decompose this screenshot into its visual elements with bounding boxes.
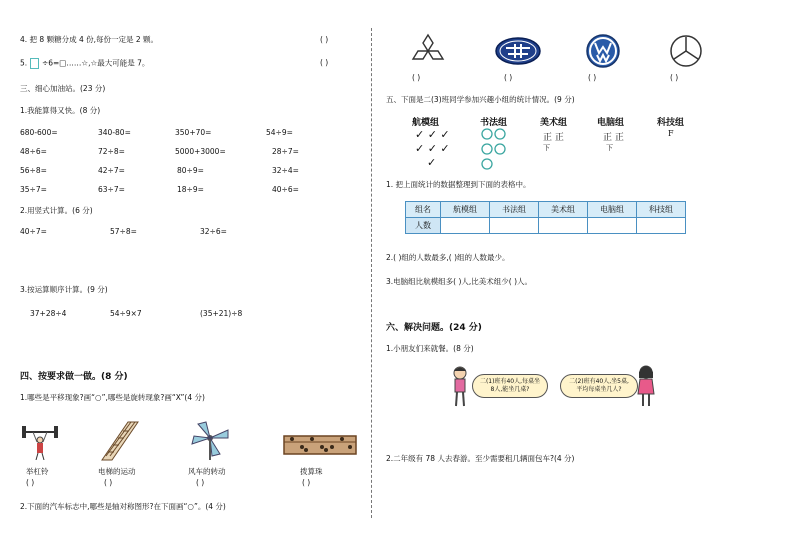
calc-item[interactable]: 340-80= — [98, 128, 131, 137]
pic-label: 拨算珠 — [300, 467, 323, 476]
group-name-science: 科技组 — [657, 118, 685, 128]
calligraphy-tally-circles — [480, 128, 510, 172]
calc-item[interactable]: 32÷4= — [272, 166, 299, 175]
section-5-title: 五、下面是二(3)班同学参加兴趣小组的统计情况。(9 分) — [386, 95, 575, 104]
calc-item[interactable]: 42÷7= — [98, 166, 125, 175]
q5-answer-paren[interactable]: ( ) — [320, 58, 329, 67]
section-3-q2: 2.用竖式计算。(6 分) — [20, 206, 93, 215]
logo-answer-paren[interactable]: ( ) — [504, 73, 513, 82]
section-6-title: 六、解决问题。(24 分) — [386, 323, 482, 333]
calc-item[interactable]: 28÷7= — [272, 147, 299, 156]
vertical-calc-item[interactable]: 57÷8= — [110, 227, 137, 236]
q4-answer-paren[interactable]: ( ) — [320, 35, 329, 44]
section-4-q2: 2.下面的汽车标志中,哪些是轴对称图形?在下面画“○”。(4 分) — [20, 502, 226, 511]
calc-item[interactable]: 18÷9= — [177, 185, 204, 194]
q4-text: 4. 把 8 颗糖分成 4 份,每份一定是 2 颗。 — [20, 35, 159, 44]
computer-tally-partial: 下 — [606, 144, 613, 152]
windmill-icon — [188, 420, 234, 460]
table-header-cell: 科技组 — [637, 202, 686, 218]
boy-figure-icon — [448, 366, 472, 408]
q5-prefix: 5. — [20, 58, 28, 68]
calc-item[interactable]: 350+70= — [175, 128, 212, 137]
table-answer-cell[interactable] — [588, 218, 637, 234]
calc-item[interactable]: 63÷7= — [98, 185, 125, 194]
q5-text — [20, 58, 149, 69]
table-header-cell: 航模组 — [441, 202, 490, 218]
section-4-q1: 1.哪些是平移现象?画“○”,哪些是旋转现象?画“X”(4 分) — [20, 393, 205, 402]
q5-blank-box[interactable] — [30, 58, 39, 69]
table-answer-cell[interactable] — [441, 218, 490, 234]
pic-answer-paren[interactable]: ( ) — [302, 478, 311, 487]
pic-label: 举杠铃 — [26, 467, 49, 476]
logo-answer-paren[interactable]: ( ) — [670, 73, 679, 82]
volkswagen-logo-icon — [585, 33, 621, 69]
calc-item[interactable]: 54÷9= — [266, 128, 293, 137]
pic-label: 风车的转动 — [188, 467, 226, 476]
calc-item[interactable]: 40÷6= — [272, 185, 299, 194]
art-tally: 正 正 — [543, 133, 564, 143]
logo-answer-paren[interactable]: ( ) — [412, 73, 421, 82]
computer-tally: 正 正 — [603, 133, 624, 143]
group-name-aviation: 航模组 — [412, 118, 440, 128]
aviation-tally-row: ✓ — [427, 156, 437, 169]
column-divider — [371, 28, 372, 518]
table-row-label: 人数 — [406, 218, 441, 234]
statistics-table — [405, 201, 686, 234]
escalator-icon — [98, 418, 142, 462]
logo-answer-paren[interactable]: ( ) — [588, 73, 597, 82]
table-row — [406, 202, 686, 218]
table-header-cell: 美术组 — [539, 202, 588, 218]
art-tally-partial: 下 — [543, 144, 550, 152]
group-name-computer: 电脑组 — [597, 118, 625, 128]
order-calc-item[interactable]: 54÷9×7 — [110, 309, 142, 318]
group-name-calligraphy: 书法组 — [480, 118, 508, 128]
section-3-q1: 1.我能算得又快。(8 分) — [20, 106, 101, 115]
pic-answer-paren[interactable]: ( ) — [196, 478, 205, 487]
pic-answer-paren[interactable]: ( ) — [26, 478, 35, 487]
section-3-q3: 3.按运算顺序计算。(9 分) — [20, 285, 108, 294]
aviation-tally-row: ✓ ✓ ✓ — [415, 142, 450, 155]
order-calc-item[interactable]: 37+28÷4 — [30, 309, 67, 318]
science-tally: F — [668, 129, 674, 138]
section-5-q1: 1. 把上面统计的数据整理到下面的表格中。 — [386, 180, 531, 189]
speech-bubble-class1: 二(1)班有40人,每桌坐8人,能坐几桌? — [472, 374, 548, 398]
faw-logo-icon — [494, 36, 542, 66]
section-6-q2: 2.二年级有 78 人去春游。至少需要租几辆面包车?(4 分) — [386, 454, 575, 463]
speech-bubble-class2: 二(2)班有40人,坐5桌,平均每桌坐几人? — [560, 374, 638, 398]
calc-item[interactable]: 48÷6= — [20, 147, 47, 156]
table-row — [406, 218, 686, 234]
mercedes-logo-icon — [668, 33, 704, 69]
calc-item[interactable]: 80÷9= — [177, 166, 204, 175]
section-5-q3[interactable]: 3.电脑组比航模组多( )人,比美术组少( )人。 — [386, 277, 533, 286]
q5-body: ÷6=□……☆,☆最大可能是 7。 — [41, 58, 150, 68]
table-answer-cell[interactable] — [490, 218, 539, 234]
calc-item[interactable]: 56÷8= — [20, 166, 47, 175]
pic-answer-paren[interactable]: ( ) — [104, 478, 113, 487]
order-calc-item[interactable]: (35+21)÷8 — [200, 309, 243, 318]
abacus-icon — [282, 432, 358, 458]
mitsubishi-logo-icon — [405, 33, 451, 67]
calc-item[interactable]: 680-600= — [20, 128, 58, 137]
table-header-cell: 书法组 — [490, 202, 539, 218]
group-name-art: 美术组 — [540, 118, 568, 128]
section-3-title: 三、细心加油站。(23 分) — [20, 84, 106, 93]
calc-item[interactable]: 35÷7= — [20, 185, 47, 194]
section-5-q2[interactable]: 2.( )组的人数最多,( )组的人数最少。 — [386, 253, 510, 262]
section-6-q1: 1.小朋友们来就餐。(8 分) — [386, 344, 474, 353]
pic-label: 电梯的运动 — [98, 467, 136, 476]
table-header-cell: 电脑组 — [588, 202, 637, 218]
vertical-calc-item[interactable]: 40÷7= — [20, 227, 47, 236]
girl-figure-icon — [634, 364, 658, 408]
vertical-calc-item[interactable]: 32÷6= — [200, 227, 227, 236]
table-answer-cell[interactable] — [539, 218, 588, 234]
calc-item[interactable]: 72÷8= — [98, 147, 125, 156]
aviation-tally-row: ✓ ✓ ✓ — [415, 128, 450, 141]
table-answer-cell[interactable] — [637, 218, 686, 234]
table-header-cell: 组名 — [406, 202, 441, 218]
barbell-lifter-icon — [18, 420, 62, 460]
calc-item[interactable]: 5000+3000= — [175, 147, 226, 156]
section-4-title: 四、按要求做一做。(8 分) — [20, 372, 128, 382]
